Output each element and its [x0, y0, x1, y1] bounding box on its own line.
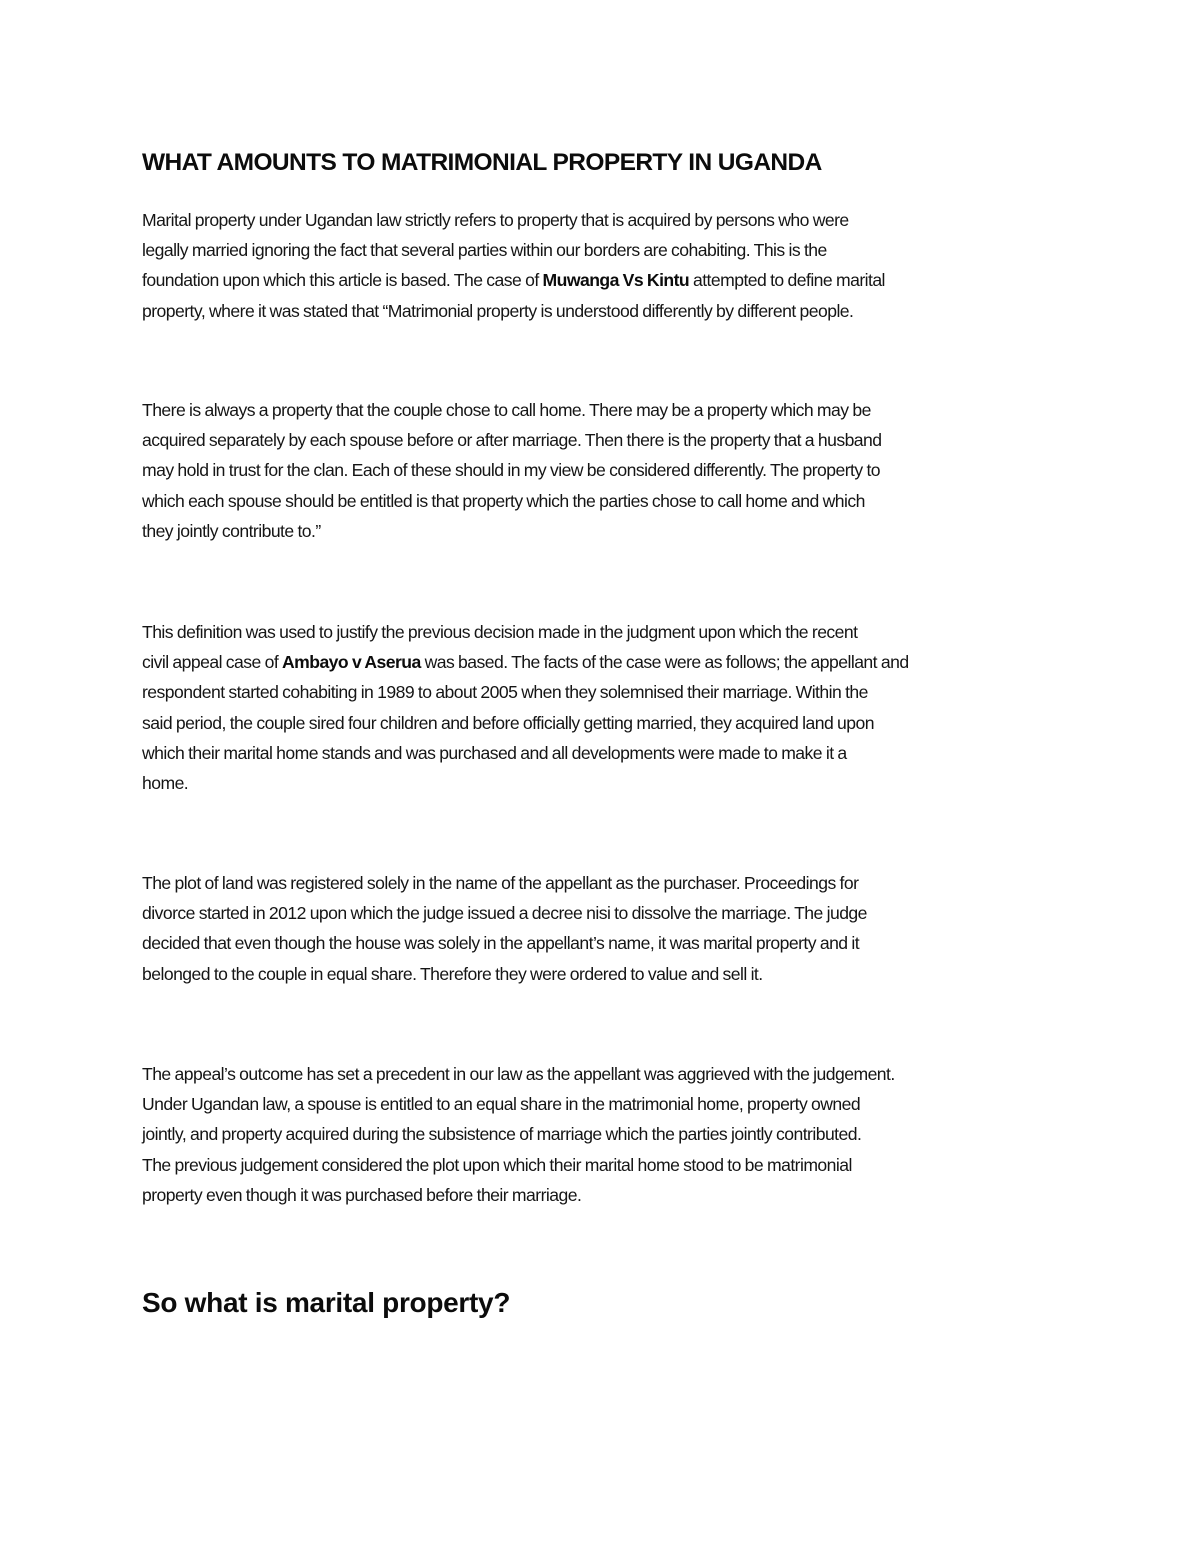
text-line: [142, 768, 1082, 798]
section-heading: So what is marital property?: [142, 1287, 511, 1318]
text-line: [142, 647, 1082, 677]
text-line: [142, 708, 1082, 738]
case-name: Ambayo v Aserua: [282, 652, 421, 673]
text-line: [142, 1089, 1082, 1119]
text-run: jointly, and property acquired during the subsistence of marriage which the parties jointly contributed.: [142, 1124, 862, 1145]
text-run: which their marital home stands and was purchased and all developments were made to make it a: [142, 742, 847, 763]
paragraph-quote: [142, 395, 1082, 546]
text-line: [142, 1119, 1082, 1149]
paragraph-case-facts: [142, 617, 1082, 798]
text-line: [142, 677, 1082, 707]
text-line: [142, 1059, 1082, 1089]
text-line: [142, 486, 1082, 516]
document-title: WHAT AMOUNTS TO MATRIMONIAL PROPERTY IN UGANDA: [142, 149, 822, 176]
text-run: legally married ignoring the fact that several parties within our borders are cohabiting. This is the: [142, 240, 827, 261]
text-run: There is always a property that the couple chose to call home. There may be a property which may be: [142, 400, 871, 420]
text-run: said period, the couple sired four children and before officially getting married, they acquired land upon: [142, 712, 874, 733]
text-line: [142, 265, 1082, 295]
text-run: The plot of land was registered solely in the name of the appellant as the purchaser. Proceedings for: [142, 873, 859, 893]
text-run: The appeal’s outcome has set a precedent in our law as the appellant was aggrieved with the judgement.: [142, 1064, 895, 1084]
text-run: The previous judgement considered the plot upon which their marital home stood to be matrimonial: [142, 1154, 852, 1175]
text-run: decided that even though the house was solely in the appellant’s name, it was marital property and it: [142, 933, 860, 954]
text-line: [142, 868, 1082, 898]
text-line: [142, 1150, 1082, 1180]
paragraph-judgment: [142, 868, 1082, 989]
text-run: respondent started cohabiting in 1989 to about 2005 when they solemnised their marriage. Within the: [142, 682, 868, 703]
text-line: [142, 928, 1082, 958]
text-run: acquired separately by each spouse before or after marriage. Then there is the property that a husband: [142, 430, 882, 451]
text-line: [142, 425, 1082, 455]
text-run: was based. The facts of the case were as follows; the appellant and: [420, 652, 909, 673]
text-run: attempted to define marital: [689, 270, 885, 291]
text-line: [142, 205, 1082, 235]
paragraph-appeal-outcome: [142, 1059, 1082, 1210]
text-line: [142, 235, 1082, 265]
text-line: [142, 738, 1082, 768]
text-line: [142, 617, 1082, 647]
text-run: may hold in trust for the clan. Each of these should in my view be considered differently. The property to: [142, 460, 881, 481]
text-run: divorce started in 2012 upon which the judge issued a decree nisi to dissolve the marriage. The judge: [142, 903, 867, 924]
text-run: property, where it was stated that “Matrimonial property is understood differently by different people.: [142, 300, 854, 321]
text-run: home.: [142, 772, 189, 793]
text-line: [142, 516, 1082, 546]
text-run: Under Ugandan law, a spouse is entitled to an equal share in the matrimonial home, property owned: [142, 1094, 861, 1115]
text-run: Marital property under Ugandan law strictly refers to property that is acquired by persons who were: [142, 210, 849, 230]
text-line: [142, 296, 1082, 326]
text-run: property even though it was purchased before their marriage.: [142, 1184, 582, 1205]
text-run: which each spouse should be entitled is that property which the parties chose to call home and which: [142, 490, 865, 511]
text-run: This definition was used to justify the previous decision made in the judgment upon which the recent: [142, 622, 858, 642]
text-line: [142, 1180, 1082, 1210]
text-run: belonged to the couple in equal share. Therefore they were ordered to value and sell it.: [142, 963, 763, 984]
text-line: [142, 959, 1082, 989]
text-run: they jointly contribute to.”: [142, 520, 321, 541]
case-name: Muwanga Vs Kintu: [542, 270, 690, 291]
paragraph-intro: [142, 205, 1082, 326]
text-run: foundation upon which this article is based. The case of: [142, 270, 543, 291]
text-line: [142, 898, 1082, 928]
text-line: [142, 455, 1082, 485]
text-run: civil appeal case of: [142, 652, 282, 673]
text-line: [142, 395, 1082, 425]
